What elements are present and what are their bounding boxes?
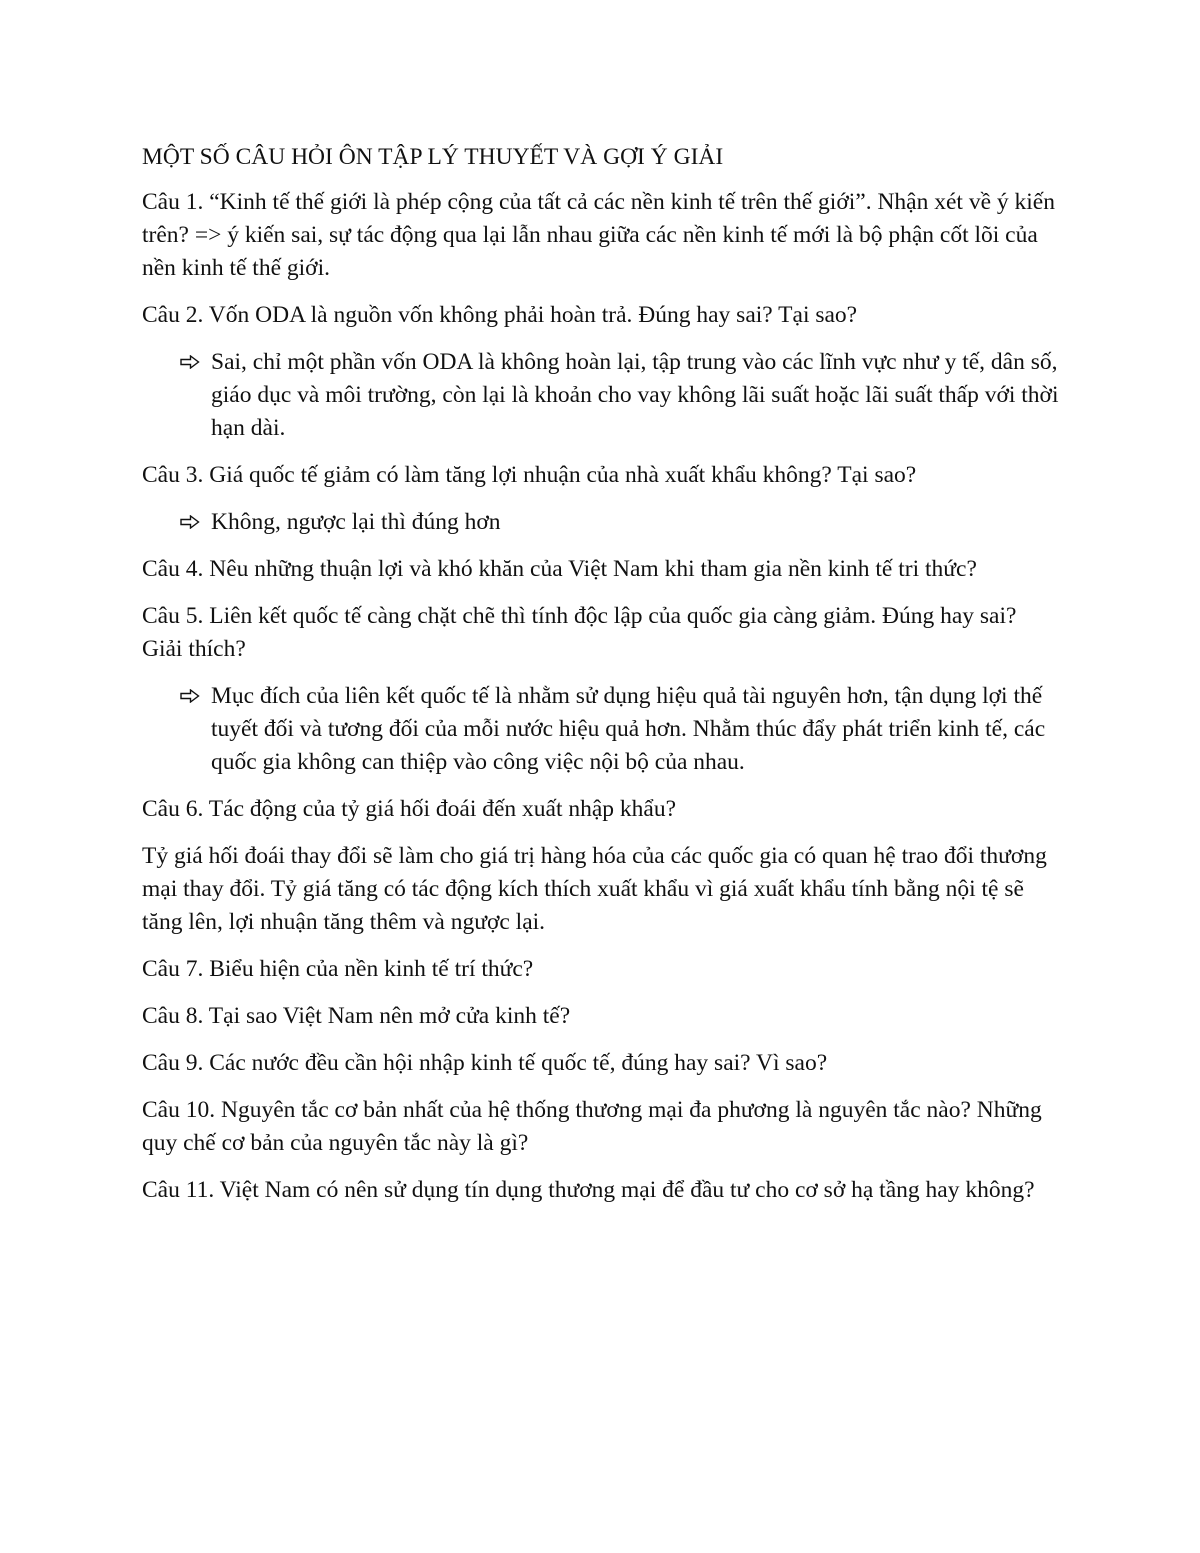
document-title: MỘT SỐ CÂU HỎI ÔN TẬP LÝ THUYẾT VÀ GỢI Ý GIẢI: [142, 144, 724, 170]
arrow-right-outline-icon: [180, 506, 202, 539]
arrow-right-outline-icon: [180, 680, 202, 713]
answer-6: Tỷ giá hối đoái thay đổi sẽ làm cho giá trị hàng hóa của các quốc gia có quan hệ trao đổi thương mại thay đổi. Tỷ giá tăng có tác động kích thích xuất khẩu vì giá xuất khẩu tính bằng nội tệ sẽ tăng lên, lợi nhuận tăng thêm và ngược lại.: [142, 843, 1047, 935]
question-9: Câu 9. Các nước đều cần hội nhập kinh tế quốc tế, đúng hay sai? Vì sao?: [142, 1050, 828, 1076]
document-body: [142, 141, 1062, 1221]
question-6: Câu 6. Tác động của tỷ giá hối đoái đến xuất nhập khẩu?: [142, 796, 677, 822]
question-5: Câu 5. Liên kết quốc tế càng chặt chẽ thì tính độc lập của quốc gia càng giảm. Đúng hay sai? Giải thích?: [142, 603, 1017, 662]
answer-3: [142, 506, 1062, 539]
question-8: Câu 8. Tại sao Việt Nam nên mở cửa kinh tế?: [142, 1003, 571, 1029]
question-4: Câu 4. Nêu những thuận lợi và khó khăn của Việt Nam khi tham gia nền kinh tế tri thức?: [142, 556, 977, 582]
arrow-right-outline-icon: [180, 346, 202, 379]
answer-2-text: Sai, chỉ một phần vốn ODA là không hoàn lại, tập trung vào các lĩnh vực như y tế, dân số, giáo dục và môi trường, còn lại là khoản cho vay không lãi suất hoặc lãi suất thấp với thời hạn dài.: [211, 349, 1059, 441]
question-7: Câu 7. Biểu hiện của nền kinh tế trí thức?: [142, 956, 534, 982]
answer-5-text: Mục đích của liên kết quốc tế là nhằm sử dụng hiệu quả tài nguyên hơn, tận dụng lợi thế tuyết đối và tương đối của mỗi nước hiệu quả hơn. Nhằm thúc đẩy phát triển kinh tế, các quốc gia không can thiệp vào công việc nội bộ của nhau.: [211, 683, 1046, 775]
question-11: Câu 11. Việt Nam có nên sử dụng tín dụng thương mại để đầu tư cho cơ sở hạ tầng hay không?: [142, 1177, 1035, 1203]
answer-5: [142, 680, 1062, 779]
question-10: Câu 10. Nguyên tắc cơ bản nhất của hệ thống thương mại đa phương là nguyên tắc nào? Những quy chế cơ bản của nguyên tắc này là gì?: [142, 1097, 1042, 1156]
question-3: Câu 3. Giá quốc tế giảm có làm tăng lợi nhuận của nhà xuất khẩu không? Tại sao?: [142, 462, 917, 488]
answer-2: [142, 346, 1062, 445]
answer-3-text: Không, ngược lại thì đúng hơn: [211, 509, 501, 535]
question-2: Câu 2. Vốn ODA là nguồn vốn không phải hoàn trả. Đúng hay sai? Tại sao?: [142, 302, 858, 328]
question-1: Câu 1. “Kinh tế thế giới là phép cộng của tất cả các nền kinh tế trên thế giới”. Nhận xét về ý kiến trên? => ý kiến sai, sự tác động qua lại lẫn nhau giữa các nền kinh tế mới là bộ phận cốt lõi của nền kinh tế thế giới.: [142, 189, 1055, 281]
